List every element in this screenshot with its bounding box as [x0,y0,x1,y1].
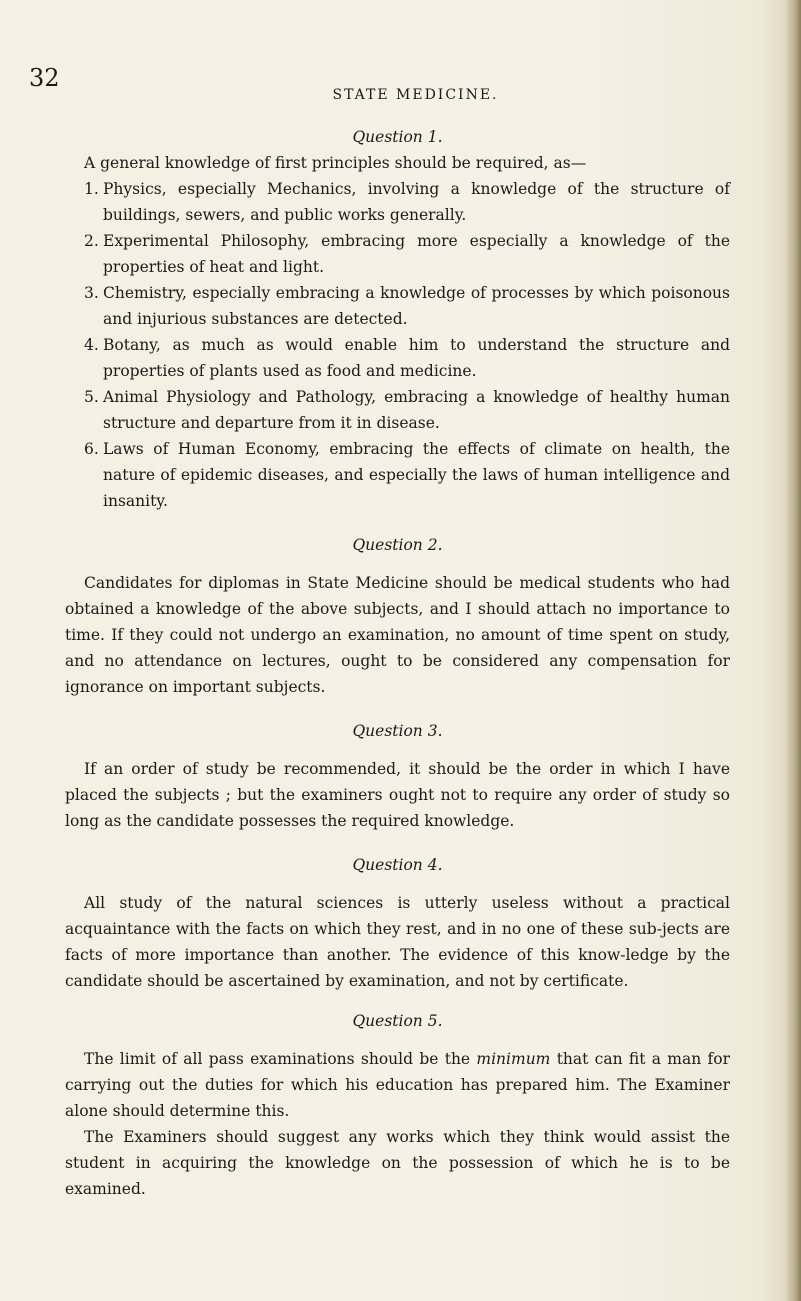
list-item-text: Physics, especially Mechanics, involving a knowledge of the structure of buildings, sewers, and public works generally. [103,180,730,224]
list-item [65,176,730,228]
question-3-paragraph: If an order of study be recommended, it should be the order in which I have placed the subjects ; but the examiners ought not to require any order of study so long as the candidate possesses the required knowledge. [65,760,730,830]
subject-list [65,176,730,514]
list-item-number: 1. [84,180,99,198]
question-1-heading: Question 1. [352,128,443,146]
page-number: 32 [29,64,60,92]
list-item-number: 6. [84,440,99,458]
list-item-number: 3. [84,284,99,302]
question-5-paragraph-1 [65,1046,730,1124]
question-1-section [65,124,730,514]
page-edge-shadow [785,0,801,1301]
list-item-number: 4. [84,336,99,354]
question-5-section [65,1008,730,1202]
list-item [65,384,730,436]
list-item-number: 5. [84,388,99,406]
question-2-paragraph: Candidates for diplomas in State Medicine should be medical students who had obtained a knowledge of the above subjects, and I should attach no importance to time. If they could not undergo an examination, no amount of time spent on study, and no attendance on lectures, ought to be considered any compensation for ignorance on important subjects. [65,574,730,696]
question-5-paragraph-2: The Examiners should suggest any works which they think would assist the student in acquiring the knowledge on the possession of which he is to be examined. [65,1128,730,1198]
list-item [65,280,730,332]
question-5-text-after: that can fit a man for carrying out the duties for which his education has prepared him. The Examiner alone should determine this. [65,1050,730,1120]
question-2-heading: Question 2. [352,536,443,554]
question-5-heading: Question 5. [352,1012,443,1030]
running-head: STATE MEDICINE. [332,87,499,103]
question-5-emphasis: minimum [476,1050,551,1068]
question-1-intro: A general knowledge of first principles should be required, as— [84,154,587,172]
list-item-text: Animal Physiology and Pathology, embracing a knowledge of healthy human structure and departure from it in disease. [103,388,730,432]
question-3-heading: Question 3. [352,722,443,740]
question-2-section [65,532,730,700]
question-5-text-before: The limit of all pass examinations should be the [84,1050,477,1068]
list-item-text: Botany, as much as would enable him to understand the structure and properties of plants used as food and medicine. [103,336,730,380]
list-item [65,228,730,280]
question-4-section [65,852,730,994]
page-body [65,124,730,1202]
list-item-text: Chemistry, especially embracing a knowledge of processes by which poisonous and injurious substances are detected. [103,284,730,328]
list-item-text: Laws of Human Economy, embracing the effects of climate on health, the nature of epidemic diseases, and especially the laws of human intelligence and insanity. [103,440,730,510]
question-3-section [65,718,730,834]
question-4-heading: Question 4. [352,856,443,874]
list-item-text: Experimental Philosophy, embracing more especially a knowledge of the properties of heat and light. [103,232,730,276]
list-item-number: 2. [84,232,99,250]
question-4-paragraph: All study of the natural sciences is utterly useless without a practical acquaintance with the facts on which they rest, and in no one of these sub-jects are facts of more importance than another. The evidence of this know-ledge by the candidate should be ascertained by examination, and not by certificate. [65,894,730,990]
list-item [65,332,730,384]
list-item [65,436,730,514]
